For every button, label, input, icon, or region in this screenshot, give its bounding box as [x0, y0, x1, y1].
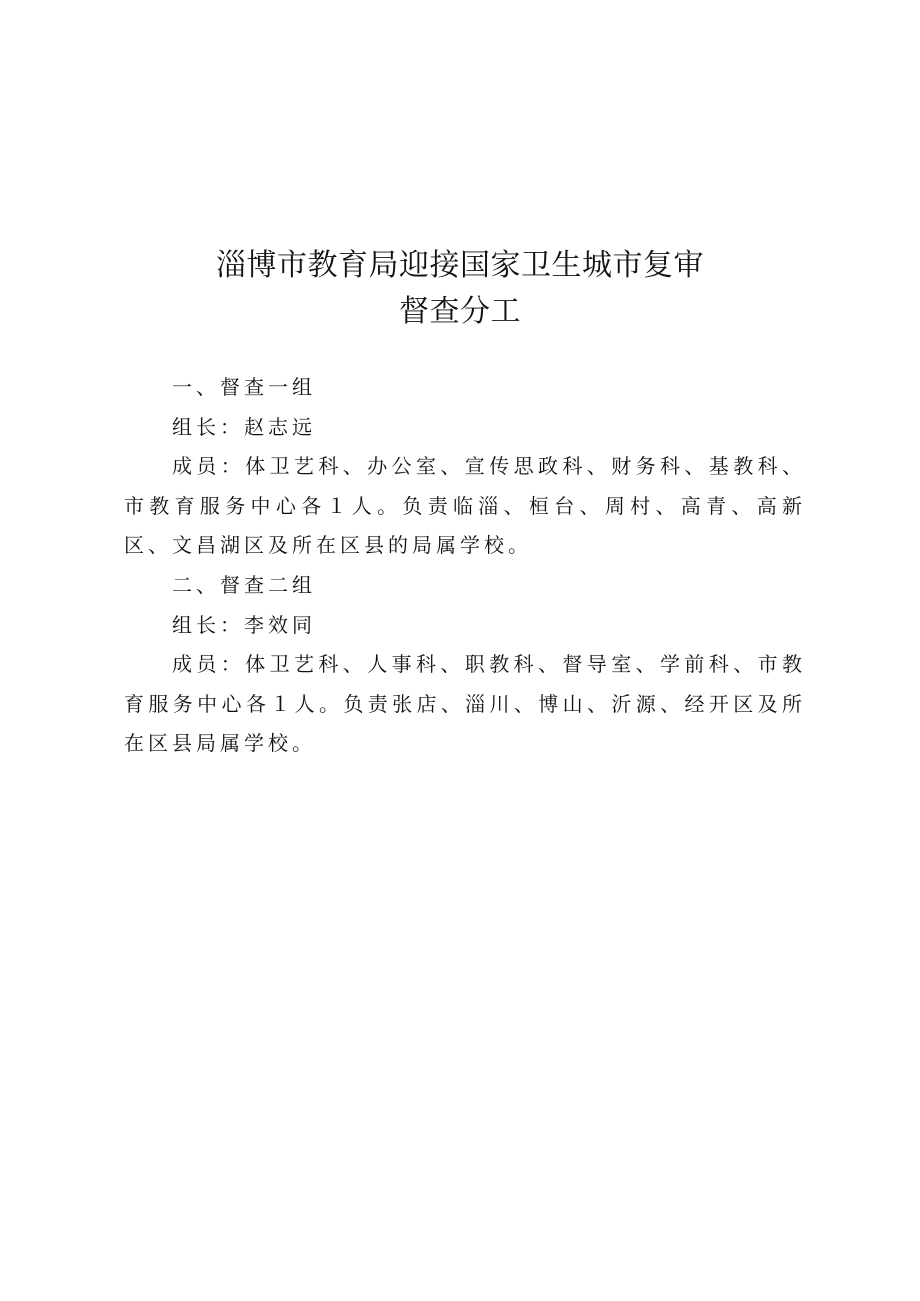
group-2-leader: 组长：李效同	[172, 612, 316, 637]
title-line-2: 督查分工	[399, 294, 521, 329]
document-title	[0, 243, 920, 335]
group-1-members: 成员：体卫艺科、办公室、宣传思政科、财务科、基教科、市教育服务中心各１人。负责临淄、桓台、周村、高青、高新区、文昌湖区及所在区县的局属学校。	[124, 454, 806, 558]
group-2-members: 成员：体卫艺科、人事科、职教科、督导室、学前科、市教育服务中心各１人。负责张店、淄川、博山、沂源、经开区及所在区县局属学校。	[124, 652, 806, 756]
document-body	[124, 368, 806, 764]
section-heading-group-2: 二、督查二组	[172, 572, 316, 597]
title-line-1: 淄博市教育局迎接国家卫生城市复审	[216, 248, 704, 283]
section-heading-group-1: 一、督查一组	[172, 375, 316, 399]
group-1-leader: 组长：赵志远	[172, 414, 316, 439]
